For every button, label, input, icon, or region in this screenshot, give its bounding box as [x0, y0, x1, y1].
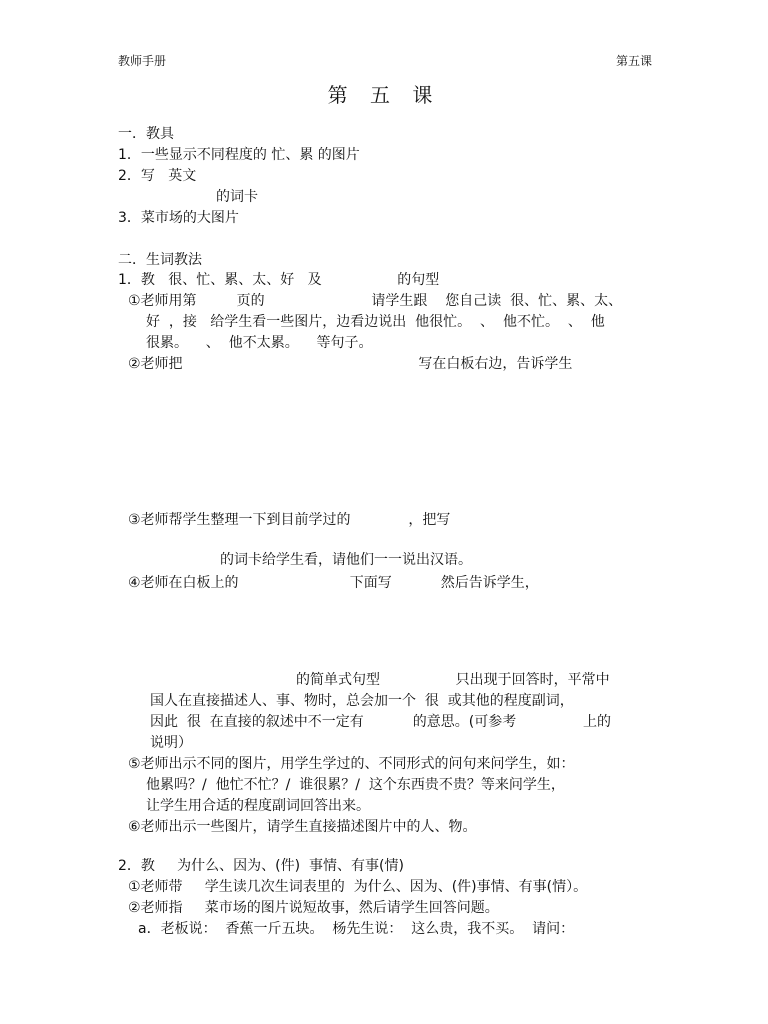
text-line: 国人在直接描述人、事、物时，总会加一个 很 或其他的程度副词， [150, 693, 574, 709]
text-line: a．老板说： 香蕉一斤五块。 杨先生说： 这么贵，我不买。 请问： [138, 921, 575, 937]
text-line: ①老师带 学生读几次生词表里的 为什么、因为、(件)事情、有事(情）。 [128, 879, 588, 895]
text-line: 说明） [150, 735, 192, 751]
text-line: ⑤老师出示不同的图片，用学生学过的、不同形式的问句来问学生，如： [128, 756, 575, 772]
text-line: ⑥老师出示一些图片，请学生直接描述图片中的人、物。 [128, 819, 477, 835]
text-line: ③老师帮学生整理一下到目前学过的 ，把写 [128, 512, 451, 528]
text-line: ④老师在白板上的 下面写 然后告诉学生， [128, 575, 539, 591]
header-left: 教师手册 [118, 54, 167, 68]
text-line: ②老师把 写在白板右边，告诉学生 [128, 356, 573, 372]
text-line: 的简单式句型 只出现于回答时，平常中 [296, 672, 610, 688]
text-line: ②老师指 菜市场的图片说短故事，然后请学生回答问题。 [128, 900, 499, 916]
section-2-heading: 二．生词教法 [118, 252, 202, 268]
text-line: 他累吗？/ 他忙不忙？/ 谁很累？/ 这个东西贵不贵？等来问学生， [146, 777, 565, 793]
text-line: 的词卡给学生看，请他们一一说出汉语。 [220, 552, 472, 568]
text-line: 1．一些显示不同程度的 忙、累 的图片 [118, 147, 360, 163]
page-title: 第 五 课 [327, 83, 441, 107]
text-line: 很累。 、 他不太累。 等句子。 [146, 335, 373, 351]
text-line: 好 ，接 给学生看一些图片，边看边说出 他很忙。 、 他不忙。 、 他 [146, 314, 605, 330]
text-line: ①老师用第 页的 请学生跟 您自己读 很、忙、累、太、 [128, 293, 623, 309]
text-line: 让学生用合适的程度副词回答出来。 [146, 798, 370, 814]
text-line: 1．教 很、忙、累、太、好 及 的句型 [118, 272, 440, 288]
text-line: 因此 很 在直接的叙述中不一定有 的意思。(可参考 上的 [150, 714, 611, 730]
text-line: 2．教 为什么、因为、(件) 事情、有事(情) [118, 858, 404, 874]
text-line: 3．菜市场的大图片 [118, 210, 239, 226]
text-line: 的词卡 [216, 189, 258, 205]
header-right: 第五课 [615, 54, 652, 68]
text-line: 2．写 英文 [118, 168, 197, 184]
section-1-heading: 一．教具 [118, 126, 174, 142]
